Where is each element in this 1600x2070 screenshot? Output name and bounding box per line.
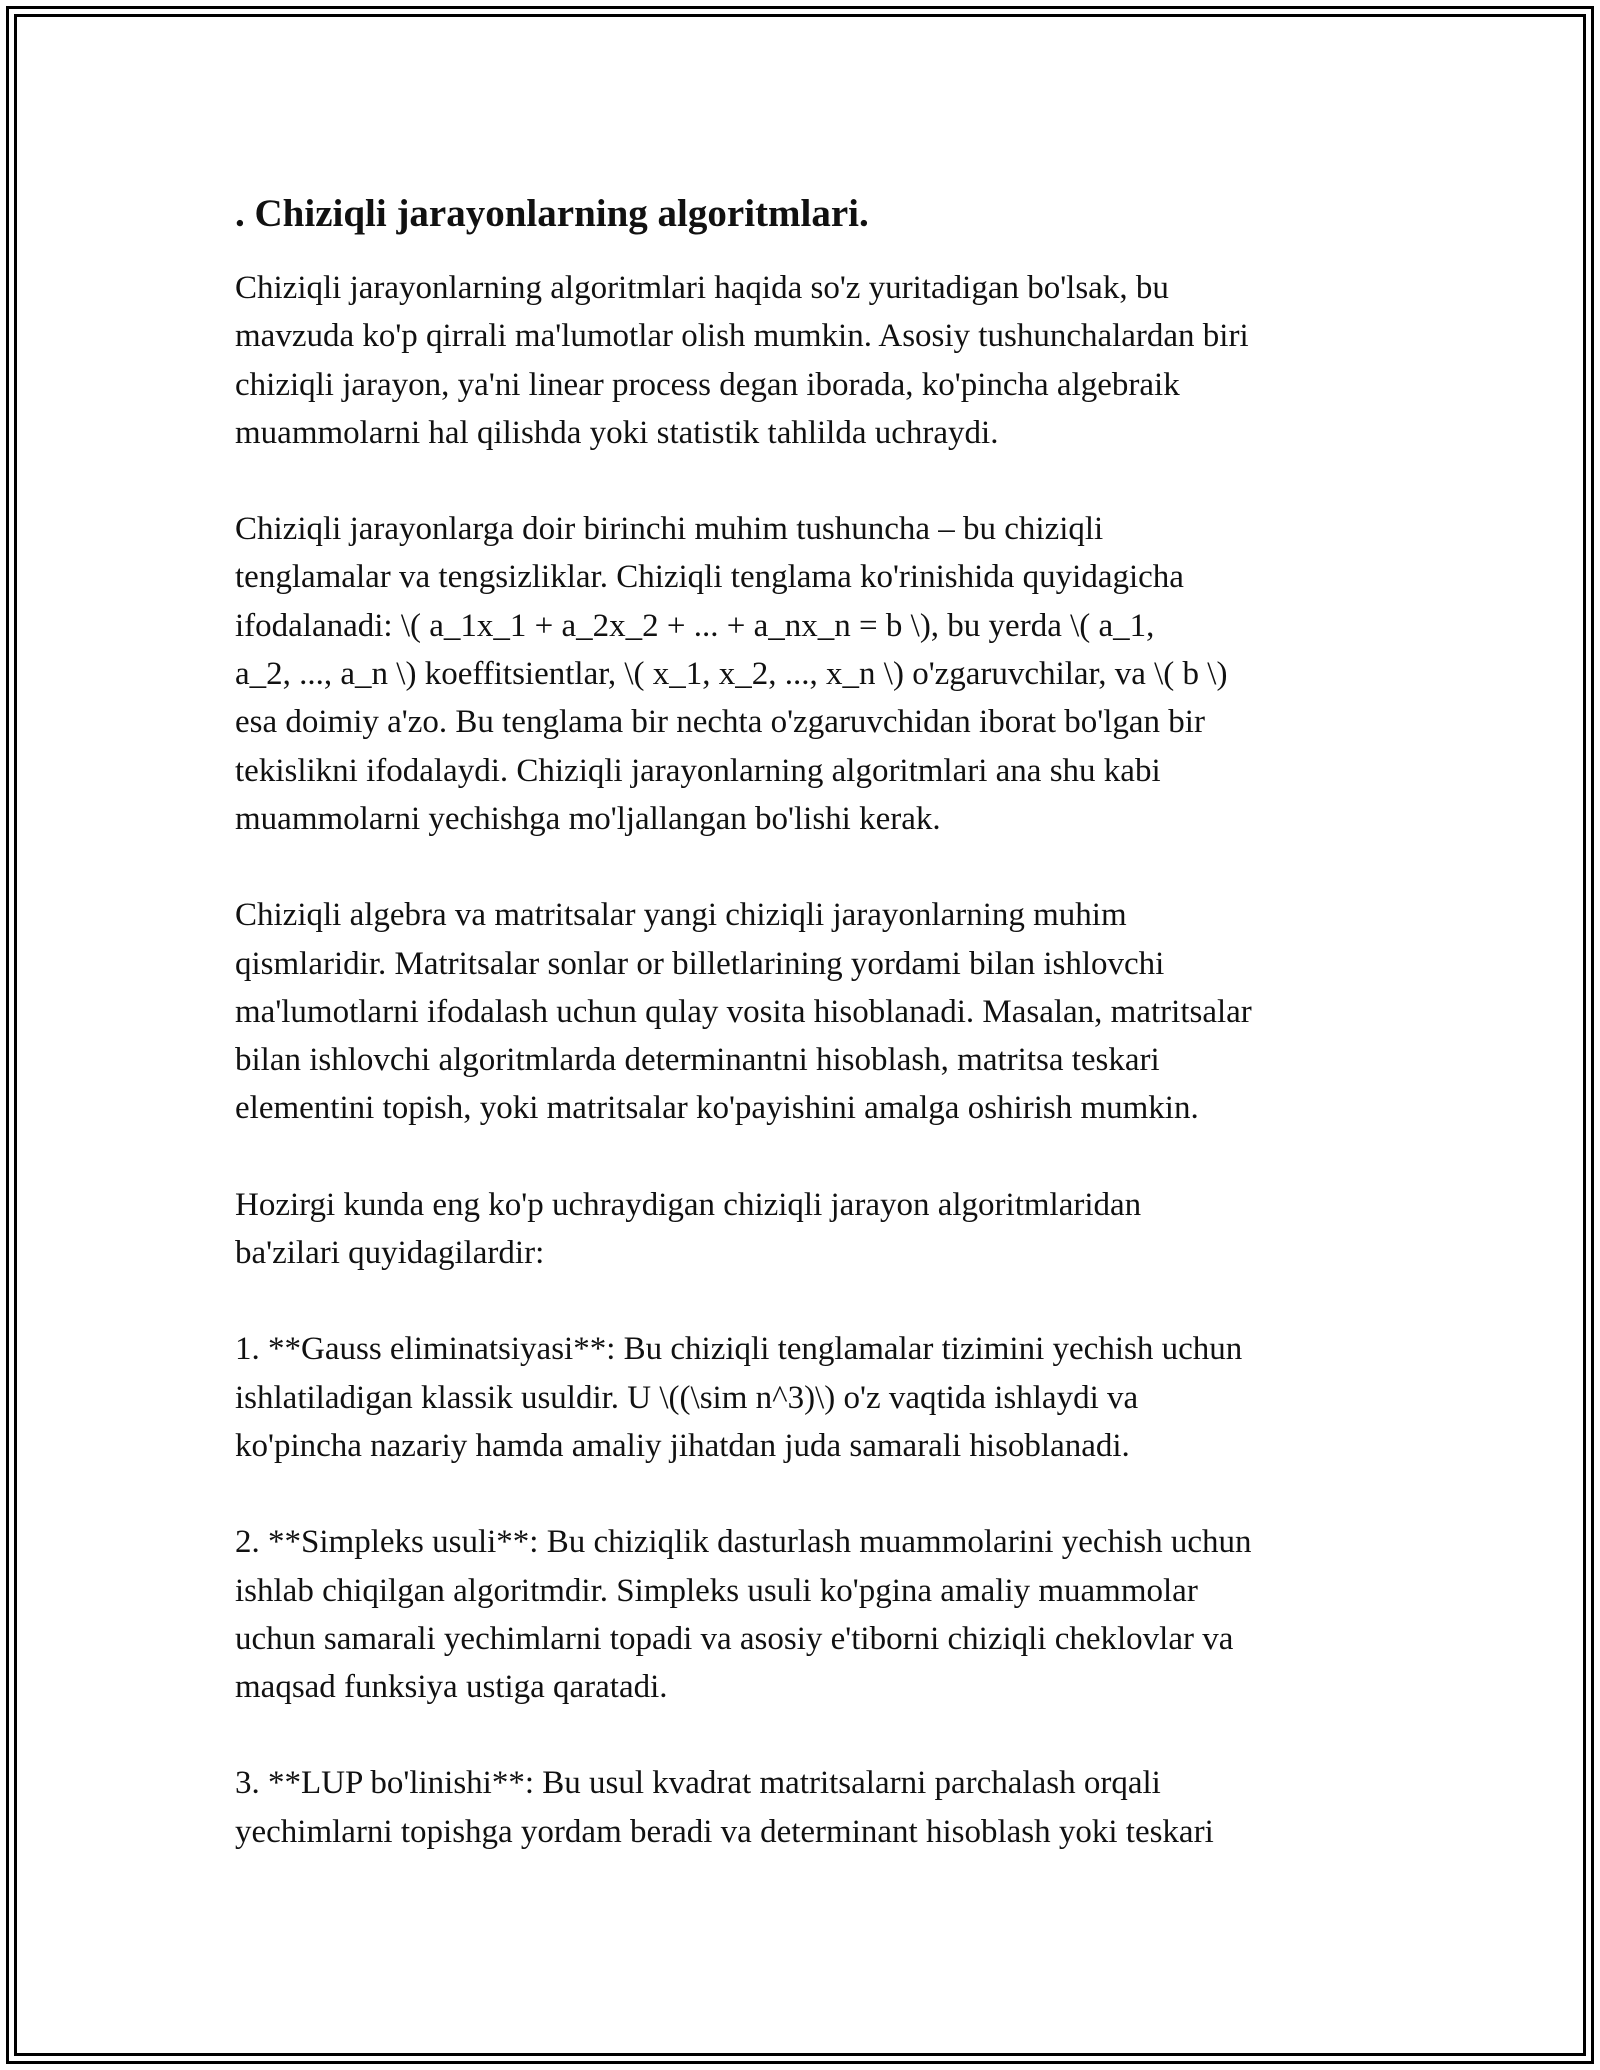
page-title: . Chiziqli jarayonlarning algoritmlari. [235,192,869,235]
document-body [235,186,1375,1904]
list-item-simplex: 2. **Simpleks usuli**: Bu chiziqlik dasturlash muammolarini yechish uchun ishlab chiqilgan algoritmdir. Simpleks usuli ko'pgina amaliy muammolar uchun samarali yechimlarni topadi va asosiy e'tiborni chiziqli cheklovlar va maqsad funksiya ustiga qaratadi. [235,1524,1252,1706]
list-item-lup: 3. **LUP bo'linishi**: Bu usul kvadrat matritsalarni parchalash orqali yechimlarni topishga yordam beradi va determinant hisoblash yoki teskari [235,1765,1214,1850]
paragraph-matrices: Chiziqli algebra va matritsalar yangi chiziqli jarayonlarning muhim qismlaridir. Matritsalar sonlar or billetlarining yordami bilan ishlovchi ma'lumotlarni ifodalash uchun qulay vosita hisoblanadi. Masalan, matritsalar bilan ishlovchi algoritmlarda determinantni hisoblash, matritsa teskari elementini topish, yoki matritsalar ko'payishini amalga oshirish mumkin. [235,897,1252,1127]
paragraph-algorithms-intro: Hozirgi kunda eng ko'p uchraydigan chiziqli jarayon algoritmlaridan ba'zilari quyidagilardir: [235,1186,1142,1272]
paragraph-linear-equations: Chiziqli jarayonlarga doir birinchi muhim tushuncha – bu chiziqli tenglamalar va tengsizliklar. Chiziqli tenglama ko'rinishida quyidagicha ifodalanadi: \( a_1x_1 + a_2x_2 + ... + a_nx_n = b \), bu yerda \( a_1, a_2, ..., a_n \) koeffitsientlar, \( x_1, x_2, ..., x_n \) o'zgaruvchilar, va \( b \) esa doimiy a'zo. Bu tenglama bir nechta o'zgaruvchidan iborat bo'lgan bir tekislikni ifodalaydi. Chiziqli jarayonlarning algoritmlari ana shu kabi muammolarni yechishga mo'ljallangan bo'lishi kerak. [235,511,1228,837]
list-item-gauss: 1. **Gauss eliminatsiyasi**: Bu chiziqli tenglamalar tizimini yechish uchun ishlatiladigan klassik usuldir. U \((\sim n^3)\) o'z vaqtida ishlaydi va ko'pincha nazariy hamda amaliy jihatdan juda samarali hisoblanadi. [235,1331,1243,1464]
paragraph-intro: Chiziqli jarayonlarning algoritmlari haqida so'z yuritadigan bo'lsak, bu mavzuda ko'p qirrali ma'lumotlar olish mumkin. Asosiy tushunchalardan biri chiziqli jarayon, ya'ni linear process degan iborada, ko'pincha algebraik muammolarni hal qilishda yoki statistik tahlilda uchraydi. [235,270,1249,451]
